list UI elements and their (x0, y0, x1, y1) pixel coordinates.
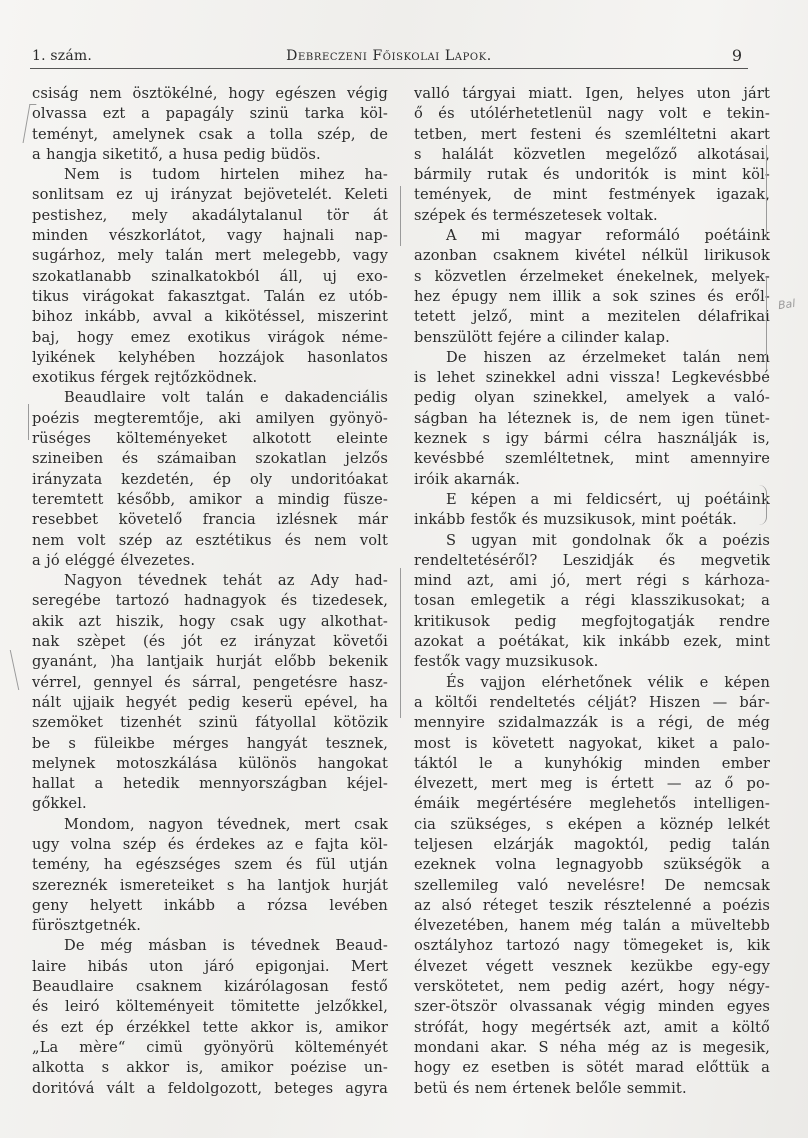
text-line: lyikének kelyhében hozzájok hasonlatos (32, 348, 388, 366)
text-line: E képen a mi feldicsért, uj poétáink (446, 490, 770, 508)
text-line: geny helyett inkább a rózsa levében (32, 896, 388, 914)
text-line: a jó eléggé élvezetes. (32, 551, 196, 569)
text-line: tikus virágokat fakasztgat. Talán ez utób- (32, 287, 388, 305)
text-line: olvassa ezt a papagály szinü tarka köl- (32, 105, 388, 123)
text-line: keznek s igy bármi célra használják is, (414, 430, 770, 448)
text-line: És vajjon elérhetőnek vélik e képen (446, 673, 770, 691)
text-line: szokatlanabb szinalkatokból áll, uj exo- (32, 267, 388, 285)
text-line: rendeltetéséről? Leszidják és megvetik (414, 551, 770, 569)
text-line: resebbet követelő francia izlésnek már (32, 511, 388, 529)
text-line: Nagyon tévednek tehát az Ady had- (64, 572, 388, 590)
text-line: teményt, amelynek csak a tolla szép, de (32, 125, 388, 143)
text-line: temények, de mint festmények igazak, (414, 186, 770, 204)
text-line: pestishez, mely akadálytalanul tör át (32, 206, 388, 224)
pencil-margin-note: Bal (777, 296, 797, 313)
text-line: is lehet szinekkel adni vissza! Legkevésbbé (414, 369, 770, 387)
issue-number: 1. szám. (32, 48, 93, 64)
text-line: gyanánt, )ha lantjaik hurját előbb bekenik (32, 653, 388, 671)
text-line: szineiben és számaiban szokatlan jelzős (32, 450, 388, 468)
text-line: az alsó réteget teszik résztelenné a poézis (414, 896, 770, 914)
left-column (32, 84, 388, 1099)
text-line: mennyire szidalmazzák is a régi, de még (414, 714, 770, 732)
text-line: benszülött fejére a cilinder kalap. (414, 328, 670, 346)
text-line: kevésbbé szemléltetnek, mint amennyire (414, 450, 770, 468)
text-line: valló tárgyai miatt. Igen, helyes uton járt (414, 85, 770, 102)
text-line: irányzata kezdetén, ép oly undoritóakat (32, 470, 388, 488)
text-line: laire hibás uton járó epigonjai. Mert (32, 957, 388, 975)
text-line: ő és utólérhetetlenül nagy volt e tekin- (414, 105, 770, 123)
text-line: De hiszen az érzelmeket talán nem (446, 348, 770, 366)
text-line: temény, ha egészséges szem és fül utján (32, 856, 388, 874)
text-line: pedig olyan szinekkel, amelyek a való- (414, 389, 770, 407)
text-line: Mondom, nagyon tévednek, mert csak (64, 815, 388, 833)
right-column (414, 84, 770, 1099)
text-line: festők vagy muzsikusok. (414, 653, 599, 671)
text-line: a költői rendeltetés célját? Hiszen — bár- (414, 693, 770, 711)
text-line: és leiró költeményeit tömitette jelzőkkel, (32, 998, 388, 1016)
text-line: alkotta s akkor is, amikor poézise un- (32, 1059, 388, 1077)
text-line: rüséges költeményeket alkotott eleinte (32, 430, 388, 448)
text-line: és ezt ép érzékkel tette akkor is, amikor (32, 1018, 388, 1036)
text-line: csiság nem ösztökélné, hogy egészen végig (32, 85, 388, 102)
text-line: A mi magyar reformáló poétáink (446, 227, 770, 245)
text-line: be s füleikbe mérges hangyát tesznek, (32, 734, 388, 752)
text-line: sonlitsam ez uj irányzat bejövetelét. Keleti (32, 186, 388, 204)
text-line: tetben, mert festeni és szemléltetni akart (414, 125, 770, 143)
text-line: betü és nem értenek belőle semmit. (414, 1079, 687, 1097)
text-line: cia szükséges, s eképen a köznép lelkét (414, 815, 770, 833)
text-line: mind azt, ami jó, mert régi s kárhoza- (414, 572, 770, 590)
text-line: szer-ötször olvassanak végig minden egyes (414, 998, 770, 1016)
text-line: a hangja siketitő, a husa pedig büdös. (32, 145, 321, 163)
text-line: teljesen elzárják magoktól, pedig talán (414, 835, 770, 853)
text-line: élvezetében, hanem még talán a müveltebb (414, 917, 770, 935)
text-line: nált ujjaik hegyét pedig keserü epével, ha (32, 693, 388, 711)
text-line: azonban csaknem kivétel nélkül lirikusok (414, 247, 770, 265)
text-line: baj, hogy emez exotikus virágok néme- (32, 328, 388, 346)
pencil-bracket-mark (400, 186, 407, 246)
text-line: iróik akarnák. (414, 470, 520, 488)
text-line: tetett jelző, mint a mezitelen délafrikai (414, 308, 770, 326)
text-line: élvezet végett vesznek kezükbe egy-egy (414, 957, 770, 975)
journal-title: Debreczeni Főiskolai Lapok. (286, 48, 492, 64)
text-line: seregébe tartozó hadnagyok és tizedesek, (32, 592, 388, 610)
text-line: hogy ez esetben is sötét marad előttük a (414, 1059, 770, 1077)
pencil-bracket-mark (400, 568, 407, 718)
text-line: poézis megteremtője, aki amilyen gyönyö- (32, 409, 388, 427)
text-line: sugárhoz, mely talán mert melegebb, vagy (32, 247, 388, 265)
text-line: „La mère“ cimü gyönyörü költeményét (32, 1038, 388, 1056)
pencil-bracket-mark (10, 650, 34, 690)
pencil-bracket-mark (760, 145, 767, 240)
text-line: exotikus férgek rejtőzködnek. (32, 369, 258, 387)
text-line: s közvetlen érzelmeket énekelnek, melyek- (414, 267, 770, 285)
page-number: 9 (731, 46, 742, 65)
pencil-bracket-mark (28, 404, 35, 440)
pencil-bracket-mark (760, 278, 767, 370)
text-line: bármily rutak és undoritók is mint köl- (414, 166, 770, 184)
text-line: Nem is tudom hirtelen mihez ha- (64, 166, 388, 184)
text-line: akik azt hiszik, hogy csak ugy alkothat- (32, 612, 388, 630)
text-line: szellemileg való nevelésre! De nemcsak (414, 876, 770, 894)
text-line: vérrel, gennyel és sárral, pengetésre hasz- (32, 673, 388, 691)
text-line: teremtett később, amikor a mindig füsze- (32, 490, 388, 508)
text-line: nak szèpet (és jót ez irányzat követői (32, 633, 388, 651)
text-line: Beaudlaire volt talán e dakadenciális (64, 389, 388, 407)
text-line: táktól le a kunyhókig minden ember (414, 754, 770, 772)
text-line: azokat a poétákat, kik inkább ezek, mint (414, 633, 770, 651)
text-line: gőkkel. (32, 795, 87, 813)
text-line: ezeknek volna legnagyobb szükségök a (414, 856, 770, 874)
text-line: De még másban is tévednek Beaud- (64, 937, 388, 955)
pencil-bracket-mark (756, 485, 767, 525)
text-line: hallat a hetedik mennyországban kéjel- (32, 775, 388, 793)
text-line: élvezett, mert meg is értett — az ő po- (414, 775, 770, 793)
text-line: tosan emlegetik a régi klasszikusokat; a (414, 592, 770, 610)
text-line: s halálát közvetlen megelőző alkotásai, (414, 145, 770, 163)
text-line: bihoz inkább, avval a kikötéssel, miszerint (32, 308, 388, 326)
text-line: ságban ha léteznek is, de nem igen tünet- (414, 409, 770, 427)
text-line: fürösztgetnék. (32, 917, 142, 935)
text-line: kritikusok pedig megfojtogatják rendre (414, 612, 770, 630)
text-line: nem volt szép az esztétikus és nem volt (32, 531, 388, 549)
running-header (30, 46, 748, 69)
text-line: inkább festők és muzsikusok, mint poéták. (414, 511, 737, 529)
text-line: szemöket tizenhét szinü fátyollal kötözik (32, 714, 388, 732)
text-line: doritóvá vált a feldolgozott, beteges agyra (32, 1079, 388, 1097)
text-line: hez épugy nem illik a sok szines és eről- (414, 287, 770, 305)
text-line: minden vészkorlátot, vagy hajnali nap- (32, 227, 388, 245)
text-line: szépek és természetesek voltak. (414, 206, 658, 224)
text-line: strófát, hogy megértsék azt, amit a költő (414, 1018, 770, 1036)
text-line: melynek motoszkálása különös hangokat (32, 754, 388, 772)
text-line: szereznék ismereteiket s ha lantjok hurját (32, 876, 388, 894)
text-line: mondani akar. S néha még az is megesik, (414, 1038, 770, 1056)
text-line: ugy volna szép és érdekes az e fajta köl- (32, 835, 388, 853)
text-line: Beaudlaire csaknem kizárólagosan festő (32, 978, 388, 996)
text-line: émáik megértésére meglehetős intelligen- (414, 795, 770, 813)
text-line: osztályhoz tartozó nagy tömegeket is, kik (414, 937, 770, 955)
text-line: S ugyan mit gondolnak ők a poézis (446, 531, 770, 549)
text-line: verskötetet, nem pedig azért, hogy négy- (414, 978, 770, 996)
text-line: most is követett nagyokat, kiket a palo- (414, 734, 770, 752)
